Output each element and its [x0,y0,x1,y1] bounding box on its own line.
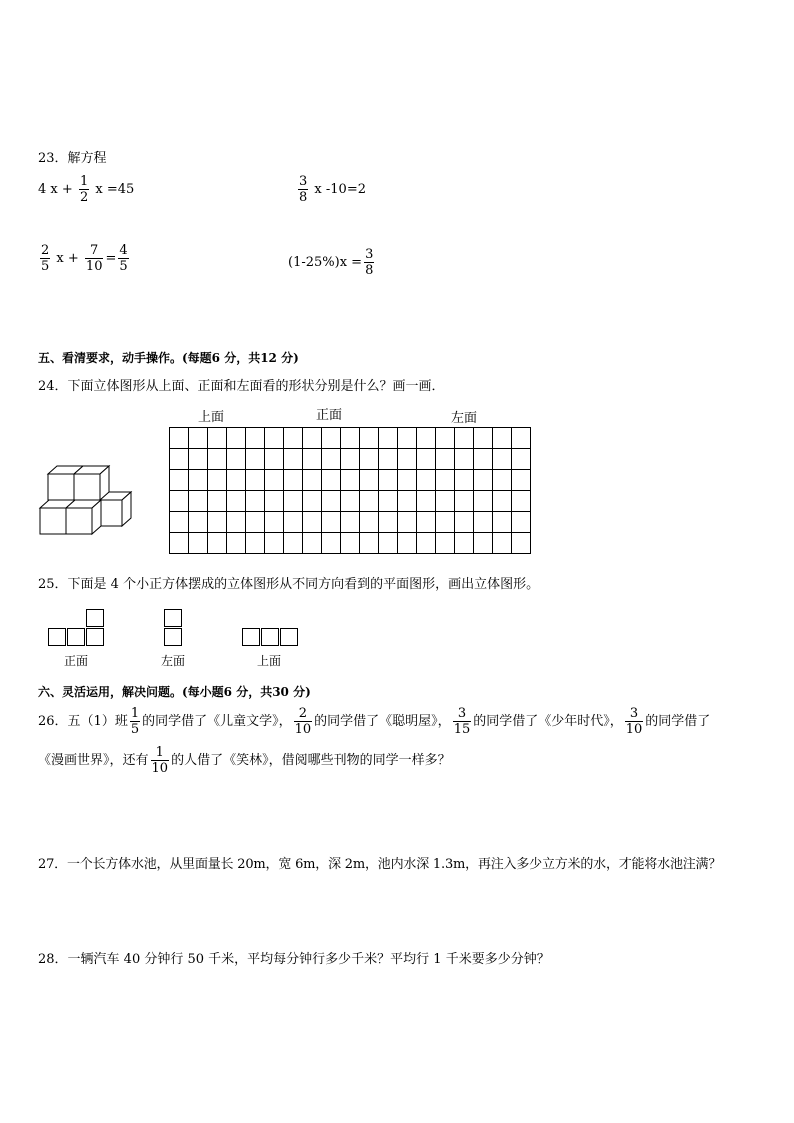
grid-cell [170,512,189,533]
view-label-top: 上面 [198,410,225,425]
top-cell-1 [242,628,260,646]
grid-cell [512,449,531,470]
grid-cell [227,428,246,449]
q26-line-2 [38,745,451,776]
grid-cell [246,512,265,533]
grid-cell [170,491,189,512]
section-5-heading: 五、看清要求，动手操作。(每题6 分，共12 分) [38,351,299,365]
grid-cell [341,470,360,491]
grid-cell [265,491,284,512]
grid-cell [170,470,189,491]
grid-cell [360,428,379,449]
eq3-f3-den: 5 [119,259,128,274]
grid-cell [303,449,322,470]
grid-cell [512,533,531,554]
eq1-coef: 4 [38,182,47,197]
view-label-left: 左面 [451,411,478,426]
grid-cell [208,428,227,449]
eq3-fraction-3 [118,243,128,274]
grid-row [170,470,531,491]
q26-f3-den: 15 [453,722,471,737]
eq3-fraction-1 [40,243,50,274]
eq1-x: x [50,182,58,197]
grid-cell [189,449,208,470]
eq3-equals: = [105,251,117,266]
grid-cell [322,533,341,554]
grid-cell [284,470,303,491]
q26-f1-den: 5 [130,722,140,737]
grid-cell [455,512,474,533]
grid-cell [265,512,284,533]
grid-cell [208,470,227,491]
q26-part-3: 的同学借了《聪明屋》， [314,714,451,729]
eq1-rhs: x =45 [95,182,135,197]
grid-cell [379,512,398,533]
q26-part-1: 26．五（1）班 [38,714,128,729]
grid-cell [341,428,360,449]
grid-cell [455,470,474,491]
grid-cell [398,491,417,512]
caption-front: 正面 [64,654,89,668]
grid-cell [512,512,531,533]
grid-cell [436,533,455,554]
view-label-front: 正面 [316,408,343,423]
left-cell-2 [164,628,182,646]
eq4-fraction [364,247,374,278]
grid-cell [360,491,379,512]
eq1-fraction [79,174,89,205]
grid-row [170,428,531,449]
grid-cell [512,491,531,512]
grid-row [170,491,531,512]
grid-cell [436,449,455,470]
grid-cell [436,470,455,491]
grid-cell [208,533,227,554]
q26-part-7: 的人借了《笑林》，借阅哪些刊物的同学一样多？ [171,753,451,768]
grid-cell [436,428,455,449]
grid-cell [208,449,227,470]
grid-cell [227,491,246,512]
caption-top: 上面 [257,654,282,668]
top-cell-3 [280,628,298,646]
grid-cell [398,428,417,449]
grid-cell [512,470,531,491]
equation-3 [38,243,131,274]
grid-cell [341,533,360,554]
q24-text: 24．下面立体图形从上面、正面和左面看的形状分别是什么？画一画． [38,379,445,394]
eq1-frac-num: 1 [79,174,89,189]
grid-cell [265,533,284,554]
eq4-frac-num: 3 [365,247,374,262]
grid-cell [398,449,417,470]
eq2-frac-num: 3 [299,174,308,189]
grid-cell [170,428,189,449]
grid-cell [417,470,436,491]
grid-cell [341,512,360,533]
grid-cell [189,533,208,554]
grid-cell [417,449,436,470]
grid-cell [189,512,208,533]
grid-cell [303,533,322,554]
left-cell-1 [164,609,182,627]
grid-cell [322,470,341,491]
front-cell-3 [86,628,104,646]
grid-cell [322,512,341,533]
grid-cell [284,491,303,512]
q25-text: 25．下面是 4 个小正方体摆成的立体图形从不同方向看到的平面图形，画出立体图形。 [38,577,540,592]
grid-cell [189,491,208,512]
grid-cell [303,428,322,449]
eq3-f2-num: 7 [90,243,99,258]
top-cell-2 [261,628,279,646]
grid-cell [360,533,379,554]
grid-cell [303,512,322,533]
grid-cell [512,428,531,449]
grid-cell [417,491,436,512]
grid-cell [208,512,227,533]
grid-cell [227,512,246,533]
grid-cell [170,449,189,470]
eq4-frac-den: 8 [365,263,374,278]
grid-row [170,533,531,554]
grid-cell [436,491,455,512]
eq3-f1-den: 5 [41,259,50,274]
equation-1 [38,174,134,205]
grid-cell [360,512,379,533]
grid-cell [379,449,398,470]
grid-row [170,512,531,533]
cube-u1-front [48,474,74,500]
q26-line-1 [38,706,710,737]
grid-cell [398,512,417,533]
grid-cell [474,470,493,491]
grid-cell [417,428,436,449]
section-6-heading: 六、灵活运用，解决问题。(每小题6 分，共30 分) [38,685,311,699]
grid-cell [341,491,360,512]
equation-4 [288,247,376,278]
q26-frac-2 [294,706,313,737]
top-view-shape [242,608,304,650]
grid-cell [189,470,208,491]
front-cell-4 [86,609,104,627]
grid-cell [474,533,493,554]
q26-f2-den: 10 [294,722,312,737]
grid-cell [303,491,322,512]
eq3-f2-den: 10 [85,259,103,274]
q26-f3-num: 3 [457,706,467,721]
front-cell-2 [67,628,85,646]
grid-cell [227,470,246,491]
grid-cell [474,491,493,512]
grid-cell [493,470,512,491]
q26-f1-num: 1 [130,706,140,721]
eq3-f3-num: 4 [119,243,128,258]
q26-f5-den: 10 [151,761,169,776]
grid-cell [265,428,284,449]
grid-cell [246,470,265,491]
grid-cell [474,512,493,533]
grid-cell [455,428,474,449]
q26-f4-den: 10 [625,722,643,737]
grid-cell [379,533,398,554]
grid-cell [284,533,303,554]
grid-cell [322,428,341,449]
eq4-lhs: (1-25%)x = [288,255,363,270]
q26-frac-5 [151,745,170,776]
grid-cell [360,470,379,491]
q26-part-5: 的同学借了 [645,714,711,729]
cube-solid-figure [36,464,136,538]
eq3-f1-num: 2 [41,243,50,258]
grid-cell [398,533,417,554]
grid-cell [284,512,303,533]
grid-cell [360,449,379,470]
grid-cell [227,449,246,470]
eq3-mid: x + [56,251,79,266]
grid-cell [455,449,474,470]
grid-cell [455,491,474,512]
grid-cell [455,533,474,554]
grid-cell [246,449,265,470]
grid-row [170,449,531,470]
grid-cell [379,491,398,512]
drawing-grid [169,427,531,554]
cube-u2-front [74,474,100,500]
left-view-shape [164,608,188,650]
grid-cell [474,449,493,470]
grid-cell [284,428,303,449]
eq3-fraction-2 [85,243,104,274]
eq2-rhs: x -10=2 [314,182,366,197]
grid-cell [398,470,417,491]
q26-frac-1 [130,706,140,737]
grid-cell [246,491,265,512]
q26-part-6: 《漫画世界》，还有 [38,753,149,768]
grid-cell [170,533,189,554]
grid-cell [322,491,341,512]
grid-cell [265,470,284,491]
grid-cell [265,449,284,470]
grid-cell [246,533,265,554]
grid-cell [379,470,398,491]
grid-cell [493,449,512,470]
front-cell-1 [48,628,66,646]
eq1-plus: + [61,182,73,197]
cube-l1-front [40,508,66,534]
grid-cell [417,512,436,533]
grid-cell [493,428,512,449]
grid-cell [379,428,398,449]
grid-cell [227,533,246,554]
grid-cell [436,512,455,533]
eq1-frac-den: 2 [79,190,89,205]
grid-cell [341,449,360,470]
q26-frac-4 [625,706,644,737]
q26-part-2: 的同学借了《儿童文学》， [142,714,292,729]
caption-left: 左面 [161,654,186,668]
grid-cell [189,428,208,449]
q26-f2-num: 2 [298,706,308,721]
grid-cell [493,533,512,554]
eq2-fraction [298,174,308,205]
grid-cell [303,470,322,491]
q26-f4-num: 3 [629,706,639,721]
q26-part-4: 的同学借了《少年时代》， [473,714,623,729]
grid-cell [322,449,341,470]
front-view-shape [48,608,110,650]
equation-2 [296,174,366,205]
grid-cell [493,491,512,512]
q26-frac-3 [453,706,472,737]
eq2-frac-den: 8 [299,190,308,205]
grid-cell [474,428,493,449]
grid-cell [417,533,436,554]
grid-cell [246,428,265,449]
cube-l2-front [66,508,92,534]
q27-text: 27．一个长方体水池，从里面量长 20m，宽 6m，深 2m，池内水深 1.3m，再注入多少立方米的水，才能将水池注满？ [38,857,722,872]
q28-text: 28．一辆汽车 40 分钟行 50 千米，平均每分钟行多少千米？平均行 1 千米要多少分钟？ [38,952,550,967]
grid-cell [493,512,512,533]
q26-f5-num: 1 [155,745,164,760]
grid-cell [208,491,227,512]
q23-title: 23．解方程 [38,151,107,166]
grid-cell [284,449,303,470]
